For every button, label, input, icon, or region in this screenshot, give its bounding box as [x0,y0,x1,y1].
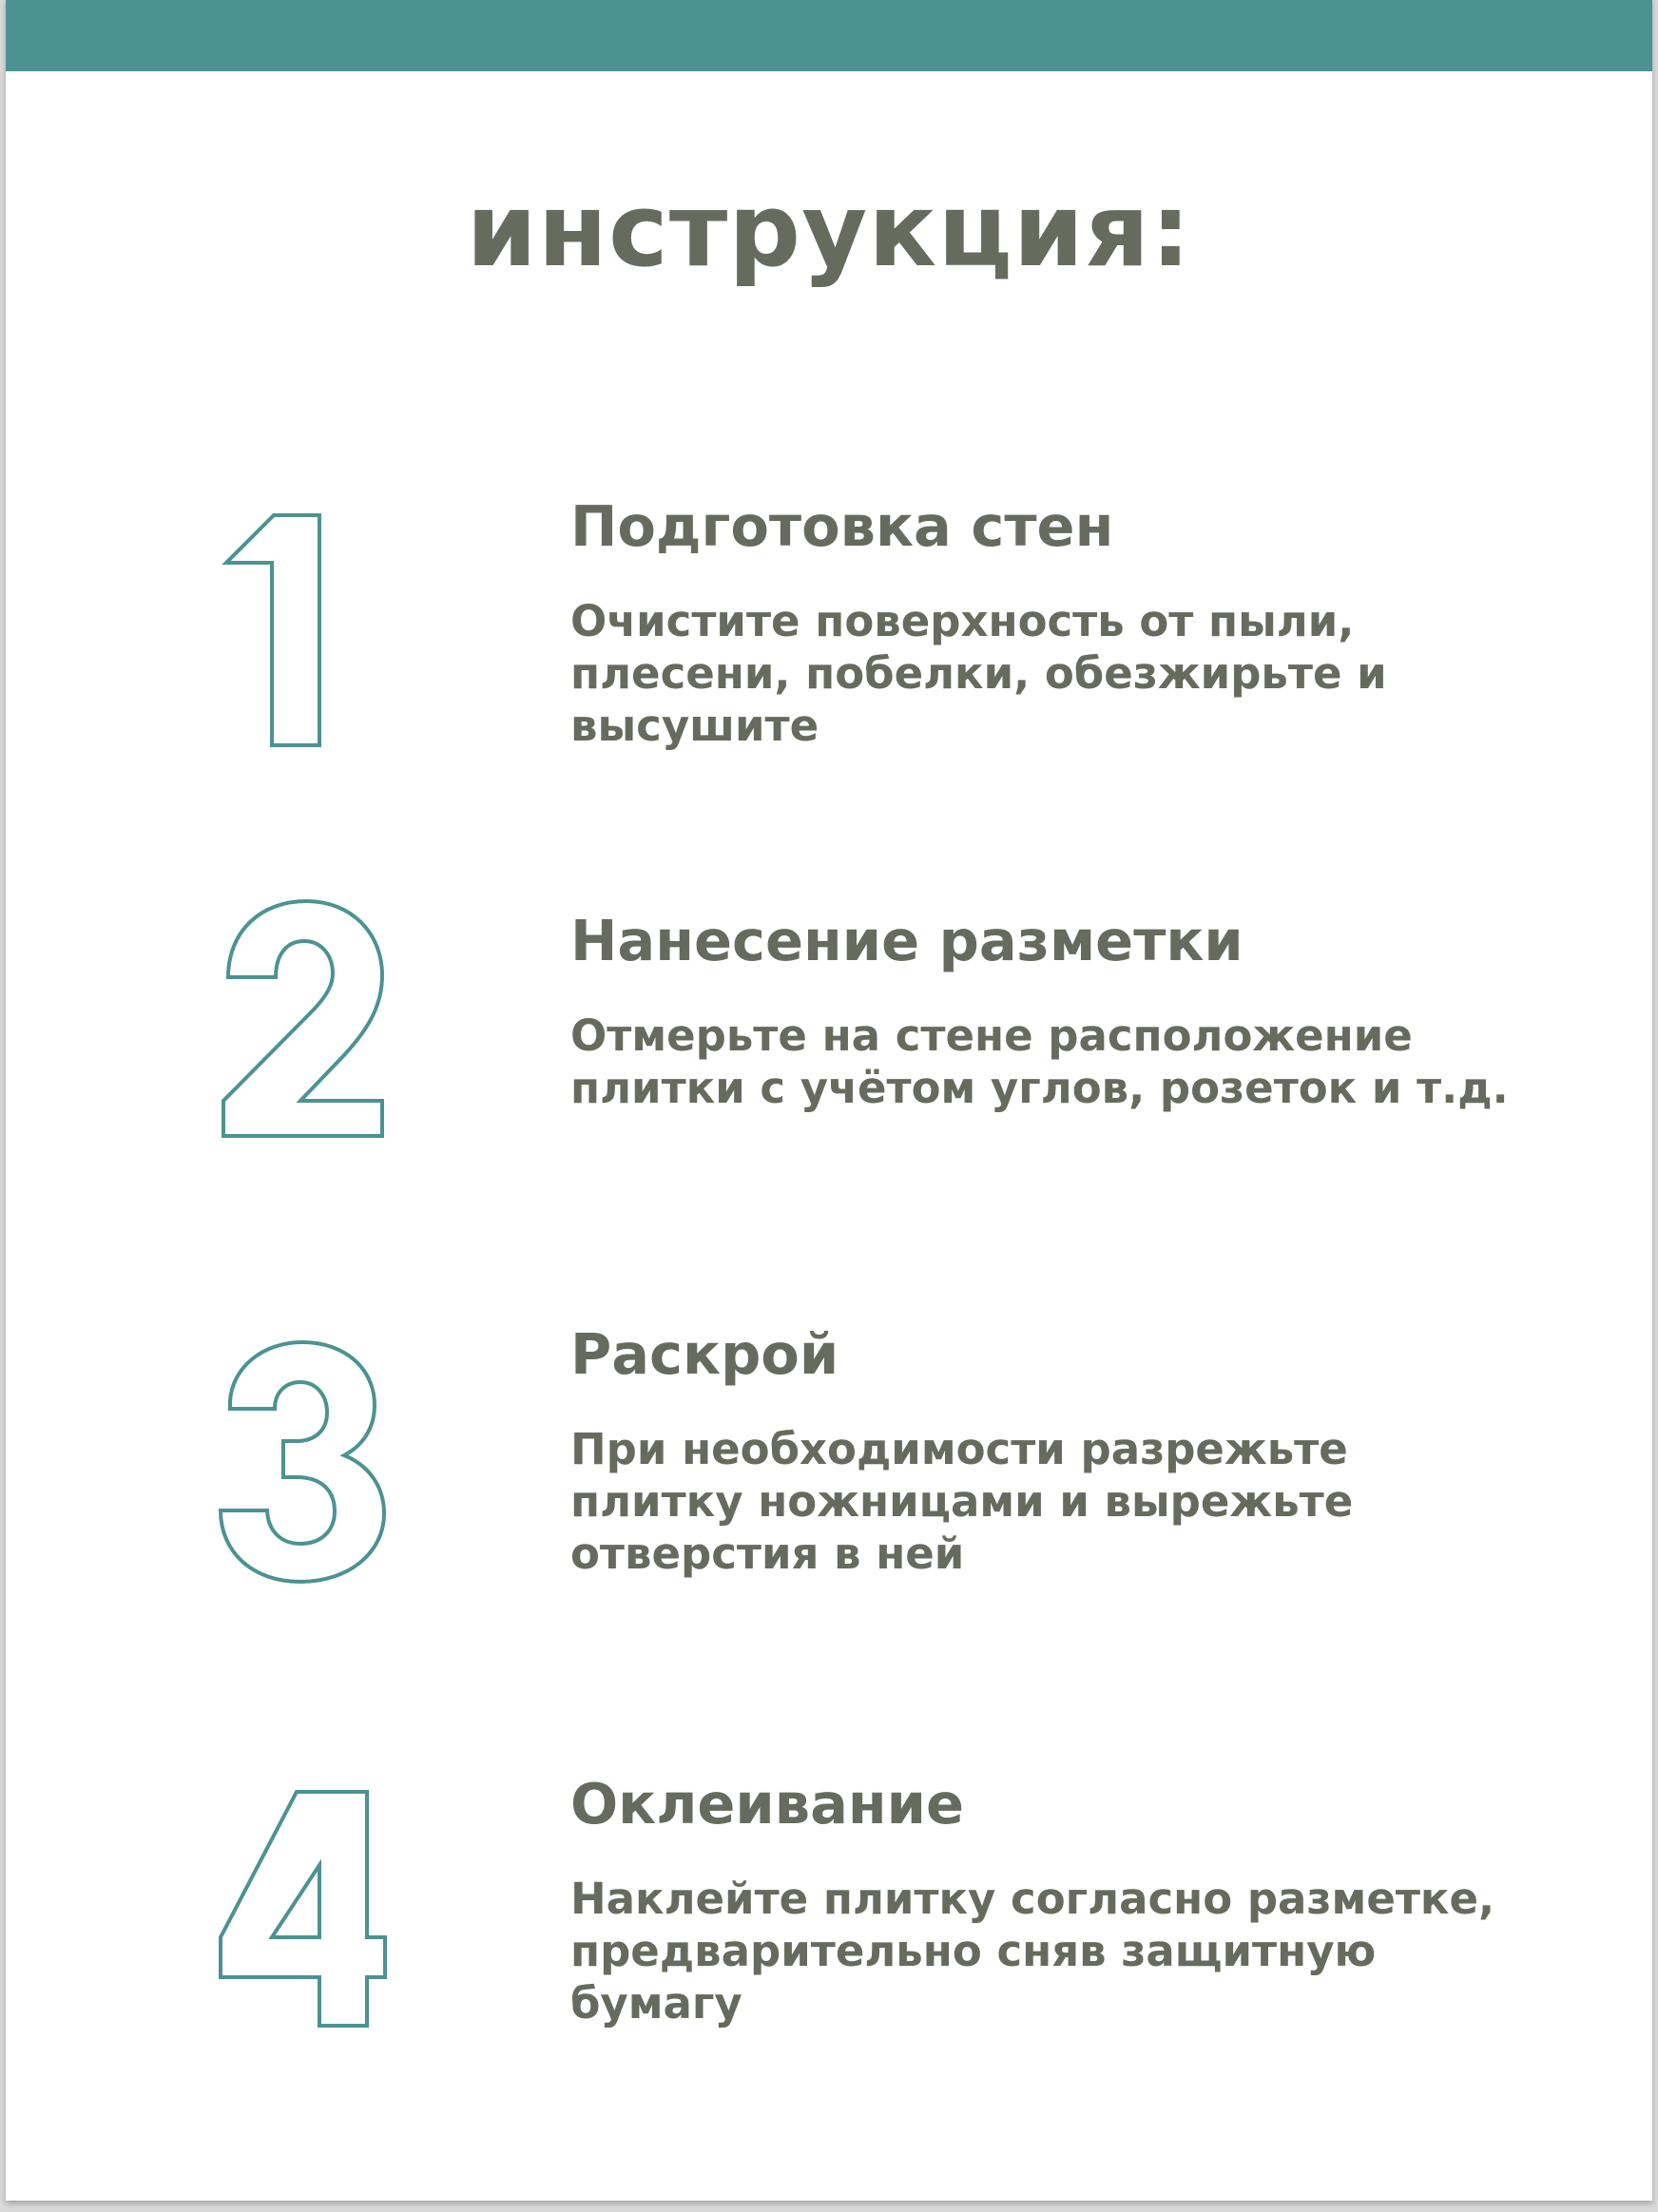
step-number-4-outline [217,1787,393,2029]
step-4-heading: Оклеивание [570,1771,965,1837]
step-number-1-outline [217,511,331,749]
step-1-text: Очистите поверхность от пыли, плесени, побелки, обезжирьте и высушите [570,596,1387,751]
step-3-text: При необходимости разрежьте плитку ножницами и вырежьте отверстия в ней [570,1424,1354,1579]
step-4-text: Наклейте плитку согласно разметке, предварительно сняв защитную бумагу [570,1874,1495,2029]
step-2-heading: Нанесение разметки [570,908,1244,973]
step-number-3-outline [217,1338,393,1586]
step-number-2-outline [219,897,390,1140]
top-accent-bar [6,0,1652,71]
instruction-sheet [6,0,1652,2201]
step-2-text: Отмерьте на стене расположение плитки с учётом углов, розеток и т.д. [570,1010,1509,1113]
step-3-heading: Раскрой [570,1321,839,1387]
page-title: инструкция: [466,172,1192,289]
step-1-heading: Подготовка стен [570,493,1114,559]
